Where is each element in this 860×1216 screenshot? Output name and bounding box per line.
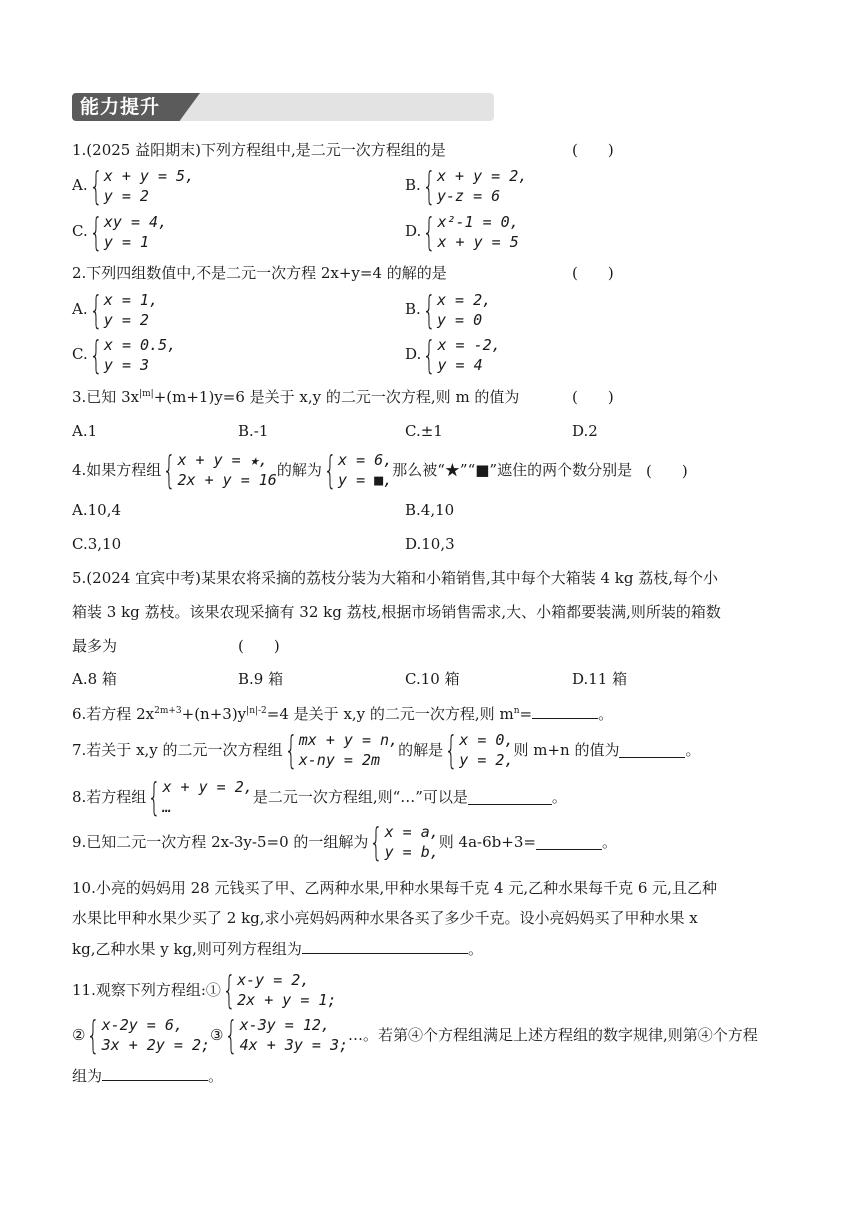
q2-option-a[interactable]: A. { x = 1, y = 2 bbox=[72, 288, 158, 332]
q8-stem: 8.若方程组 { x + y = 2, … 是二元一次方程组,则“…”可以是 。 bbox=[72, 775, 567, 819]
q11-line-3: 组为 。 bbox=[72, 1067, 224, 1085]
q4-option-b[interactable]: B.4,10 bbox=[405, 501, 455, 519]
q1-option-b[interactable]: B. { x + y = 2, y-z = 6 bbox=[405, 164, 528, 208]
q3-stem: 3.已知 $3x^{|m|}+(m+1)y=6$ 是关于 x,y 的二元一次方程,则 m 的值为 bbox=[72, 388, 520, 406]
q1-option-d[interactable]: D. { x²-1 = 0, x + y = 5 bbox=[405, 210, 519, 254]
q10-line-3: kg,乙种水果 y kg,则可列方程组为 。 bbox=[72, 940, 483, 958]
equation-system: { mx + y = n, x-ny = 2m bbox=[284, 728, 399, 772]
q7-answer-blank[interactable] bbox=[619, 743, 685, 758]
equation-system: { x = -2, y = 4 bbox=[422, 333, 501, 377]
q1-option-c[interactable]: C. { xy = 4, y = 1 bbox=[72, 210, 168, 254]
q3-option-c[interactable]: C.±1 bbox=[405, 422, 443, 440]
q5-line-1: 5.(2024 宜宾中考)某果农将采摘的荔枝分装为大箱和小箱销售,其中每个大箱装 4 kg 荔枝,每个小 bbox=[72, 569, 719, 587]
equation-system: { x = a, y = b, bbox=[369, 820, 439, 864]
q2-option-c[interactable]: C. { x = 0.5, y = 3 bbox=[72, 333, 177, 377]
q2-option-b[interactable]: B. { x = 2, y = 0 bbox=[405, 288, 492, 332]
equation-system: { xy = 4, y = 1 bbox=[89, 210, 168, 254]
equation-system: { x = 6, y = ■, bbox=[323, 448, 393, 492]
equation-system: { x = 0.5, y = 3 bbox=[89, 333, 177, 377]
q10-line-2: 水果比甲种水果少买了 2 kg,求小亮妈妈两种水果各买了多少千克。设小亮妈妈买了甲种水果 x bbox=[72, 909, 698, 927]
equation-system: { x = 0, y = 2, bbox=[444, 728, 514, 772]
q3-option-b[interactable]: B.-1 bbox=[238, 422, 269, 440]
q5-line-2: 箱装 3 kg 荔枝。该果农现采摘有 32 kg 荔枝,根据市场销售需求,大、小箱都要装满,则所装的箱数 bbox=[72, 603, 721, 621]
q11-line-1: 11.观察下列方程组:① { x-y = 2, 2x + y = 1; bbox=[72, 968, 337, 1012]
q5-option-d[interactable]: D.11 箱 bbox=[572, 670, 628, 688]
q11-line-2: ② { x-2y = 6, 3x + 2y = 2; ③ { x-3y = 12, 4x + 3y = 3; …。若第④个方程组满足上述方程组的数字规律,则第④个方程 bbox=[72, 1013, 758, 1057]
equation-system: { x²-1 = 0, x + y = 5 bbox=[422, 210, 519, 254]
equation-system: { x-2y = 6, 3x + 2y = 2; bbox=[86, 1013, 211, 1057]
q5-line-3: 最多为 bbox=[72, 637, 118, 655]
equation-system: { x + y = ★, 2x + y = 16 bbox=[162, 448, 277, 492]
q10-answer-blank[interactable] bbox=[302, 939, 468, 954]
q2-option-d[interactable]: D. { x = -2, y = 4 bbox=[405, 333, 501, 377]
q3-option-d[interactable]: D.2 bbox=[572, 422, 598, 440]
q7-stem: 7.若关于 x,y 的二元一次方程组 { mx + y = n, x-ny = 2m 的解是 { x = 0, y = 2, 则 m+n 的值为 。 bbox=[72, 728, 701, 772]
q3-answer-paren: ( ) bbox=[572, 388, 614, 406]
q6-stem: 6.若方程 $2x^{2m+3}+(n+3)y^{|n|-2}=4$ 是关于 x,y 的二元一次方程,则 $m^n=$ 。 bbox=[72, 705, 614, 723]
q4-option-d[interactable]: D.10,3 bbox=[405, 535, 455, 553]
equation-system: { x = 1, y = 2 bbox=[89, 288, 158, 332]
q11-answer-blank[interactable] bbox=[102, 1066, 208, 1081]
q5-option-c[interactable]: C.10 箱 bbox=[405, 670, 460, 688]
q9-stem: 9.已知二元一次方程 2x-3y-5=0 的一组解为 { x = a, y = b, 则 4a-6b+3= 。 bbox=[72, 820, 617, 864]
section-title: 能力提升 bbox=[80, 96, 161, 118]
q5-option-b[interactable]: B.9 箱 bbox=[238, 670, 284, 688]
equation-system: { x-y = 2, 2x + y = 1; bbox=[222, 968, 337, 1012]
q5-answer-paren: ( ) bbox=[238, 637, 280, 655]
section-banner bbox=[72, 93, 494, 121]
equation-system: { x-3y = 12, 4x + 3y = 3; bbox=[224, 1013, 349, 1057]
q4-option-a[interactable]: A.10,4 bbox=[72, 501, 121, 519]
equation-system: { x = 2, y = 0 bbox=[422, 288, 492, 332]
q10-line-1: 10.小亮的妈妈用 28 元钱买了甲、乙两种水果,甲种水果每千克 4 元,乙种水果每千克 6 元,且乙种 bbox=[72, 879, 717, 897]
q1-answer-paren: ( ) bbox=[572, 141, 614, 159]
q6-answer-blank[interactable] bbox=[532, 704, 598, 719]
q4-option-c[interactable]: C.3,10 bbox=[72, 535, 122, 553]
q9-answer-blank[interactable] bbox=[536, 835, 602, 850]
q4-stem: 4.如果方程组 { x + y = ★, 2x + y = 16 的解为 { x = 6, y = ■, 那么被“★”“■”遮住的两个数分别是 bbox=[72, 448, 633, 492]
q4-answer-paren: ( ) bbox=[646, 462, 688, 480]
equation-system: { x + y = 2, … bbox=[147, 775, 253, 819]
equation-system: { x + y = 2, y-z = 6 bbox=[422, 164, 528, 208]
q1-stem: 1.(2025 益阳期末)下列方程组中,是二元一次方程组的是 bbox=[72, 141, 446, 159]
q3-option-a[interactable]: A.1 bbox=[72, 422, 98, 440]
q5-option-a[interactable]: A.8 箱 bbox=[72, 670, 117, 688]
q2-stem: 2.下列四组数值中,不是二元一次方程 2x+y=4 的解的是 bbox=[72, 264, 447, 282]
q1-option-a[interactable]: A. { x + y = 5, y = 2 bbox=[72, 164, 195, 208]
equation-system: { x + y = 5, y = 2 bbox=[89, 164, 195, 208]
q8-answer-blank[interactable] bbox=[468, 790, 552, 805]
q2-answer-paren: ( ) bbox=[572, 264, 614, 282]
